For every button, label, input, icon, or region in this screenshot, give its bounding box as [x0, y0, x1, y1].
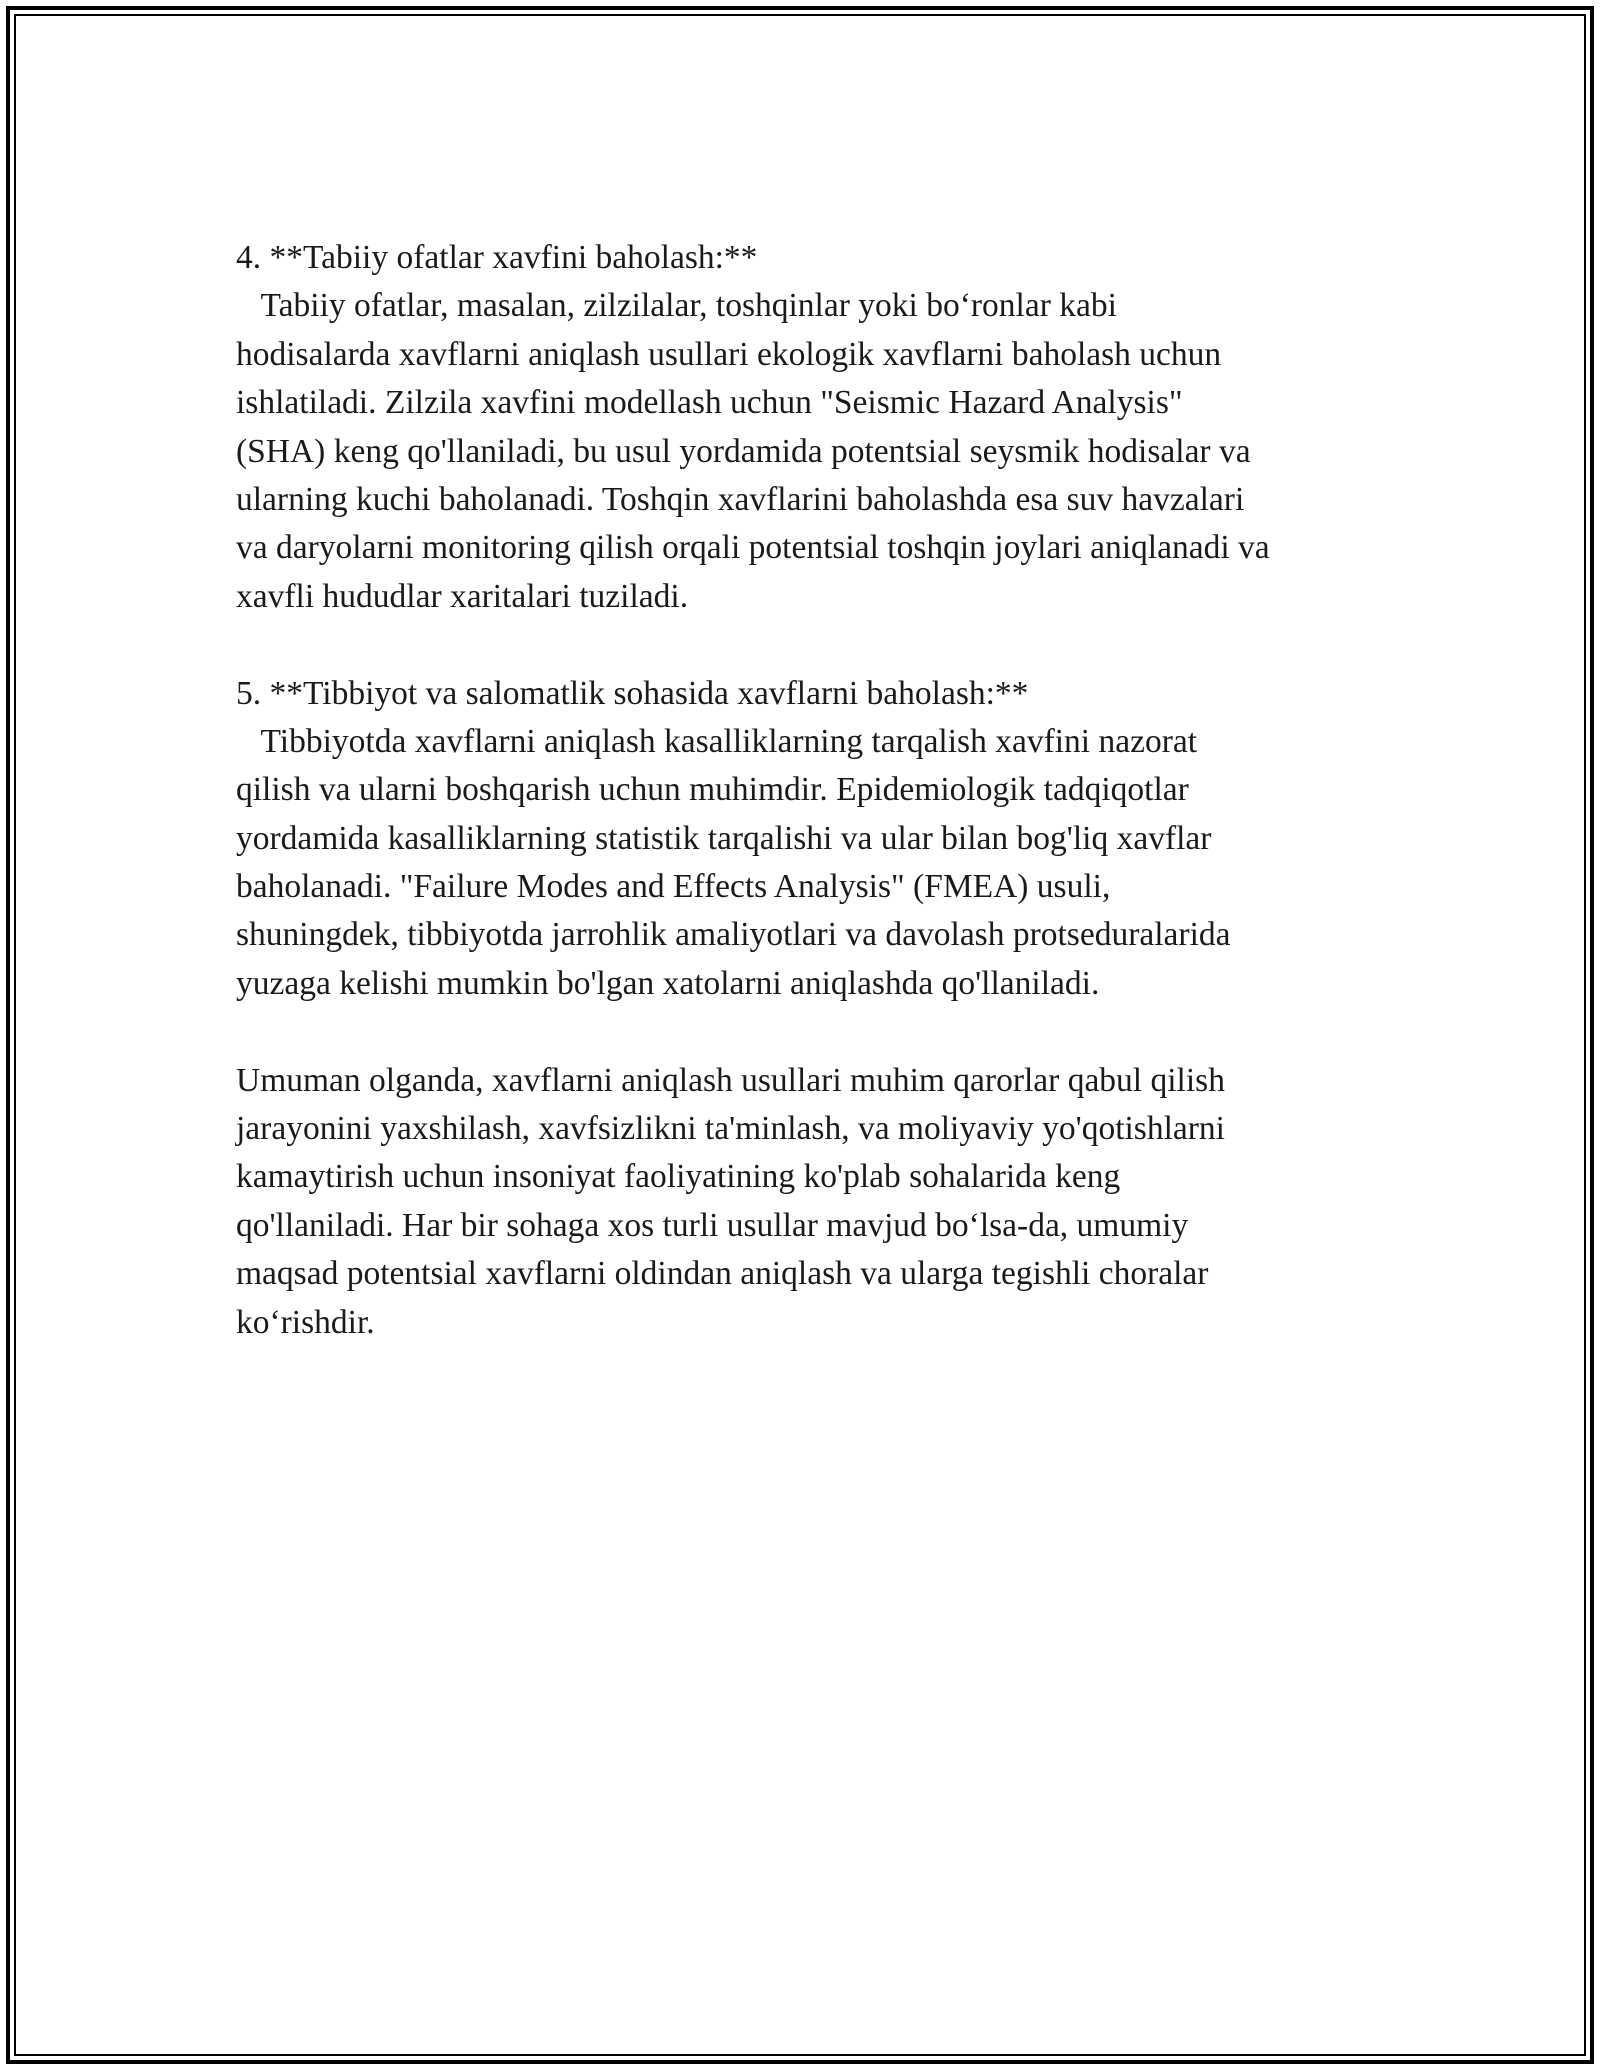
paragraph-line: Tibbiyotda xavflarni aniqlash kasalliklarning tarqalish xavfini nazorat [236, 722, 1198, 760]
paragraph-line: va daryolarni monitoring qilish orqali potentsial toshqin joylari aniqlanadi va [236, 529, 1270, 567]
conclusion-paragraph [236, 1057, 1396, 1347]
paragraph-line: qilish va ularni boshqarish uchun muhimdir. Epidemiologik tadqiqotlar [236, 771, 1189, 809]
paragraph-spacer [236, 1008, 1396, 1056]
paragraph-line: yordamida kasalliklarning statistik tarqalishi va ular bilan bog'liq xavflar [236, 819, 1212, 857]
paragraph-line: yuzaga kelishi mumkin bo'lgan xatolarni aniqlashda qo'llaniladi. [236, 964, 1100, 1002]
paragraph-spacer [236, 621, 1396, 669]
section-natural-disasters [236, 234, 1396, 621]
paragraph-line: ishlatiladi. Zilzila xavfini modellash uchun "Seismic Hazard Analysis" [236, 384, 1183, 422]
paragraph-line: ko‘rishdir. [236, 1303, 375, 1341]
paragraph-line: maqsad potentsial xavflarni oldindan aniqlash va ularga tegishli choralar [236, 1255, 1209, 1293]
section-medicine-health [236, 670, 1396, 1009]
paragraph-line: shuningdek, tibbiyotda jarrohlik amaliyotlari va davolash protseduralarida [236, 916, 1231, 954]
paragraph-line: qo'llaniladi. Har bir sohaga xos turli usullar mavjud bo‘lsa-da, umumiy [236, 1206, 1189, 1244]
paragraph-line: Umuman olganda, xavflarni aniqlash usullari muhim qarorlar qabul qilish [236, 1061, 1225, 1099]
paragraph-line: ularning kuchi baholanadi. Toshqin xavflarini baholashda esa suv havzalari [236, 480, 1245, 518]
document-body [236, 234, 1396, 1347]
paragraph-line: baholanadi. "Failure Modes and Effects Analysis" (FMEA) usuli, [236, 868, 1111, 906]
section-heading: 4. **Tabiiy ofatlar xavfini baholash:** [236, 239, 758, 276]
paragraph-line: hodisalarda xavflarni aniqlash usullari ekologik xavflarni baholash uchun [236, 335, 1222, 373]
paragraph-line: xavfli hududlar xaritalari tuziladi. [236, 577, 689, 615]
paragraph-line: (SHA) keng qo'llaniladi, bu usul yordamida potentsial seysmik hodisalar va [236, 432, 1251, 470]
paragraph-line: Tabiiy ofatlar, masalan, zilzilalar, toshqinlar yoki bo‘ronlar kabi [236, 287, 1117, 325]
section-heading: 5. **Tibbiyot va salomatlik sohasida xavflarni baholash:** [236, 674, 1029, 712]
paragraph-line: kamaytirish uchun insoniyat faoliyatining ko'plab sohalarida keng [236, 1158, 1121, 1196]
paragraph-line: jarayonini yaxshilash, xavfsizlikni ta'minlash, va moliyaviy yo'qotishlarni [236, 1110, 1225, 1148]
